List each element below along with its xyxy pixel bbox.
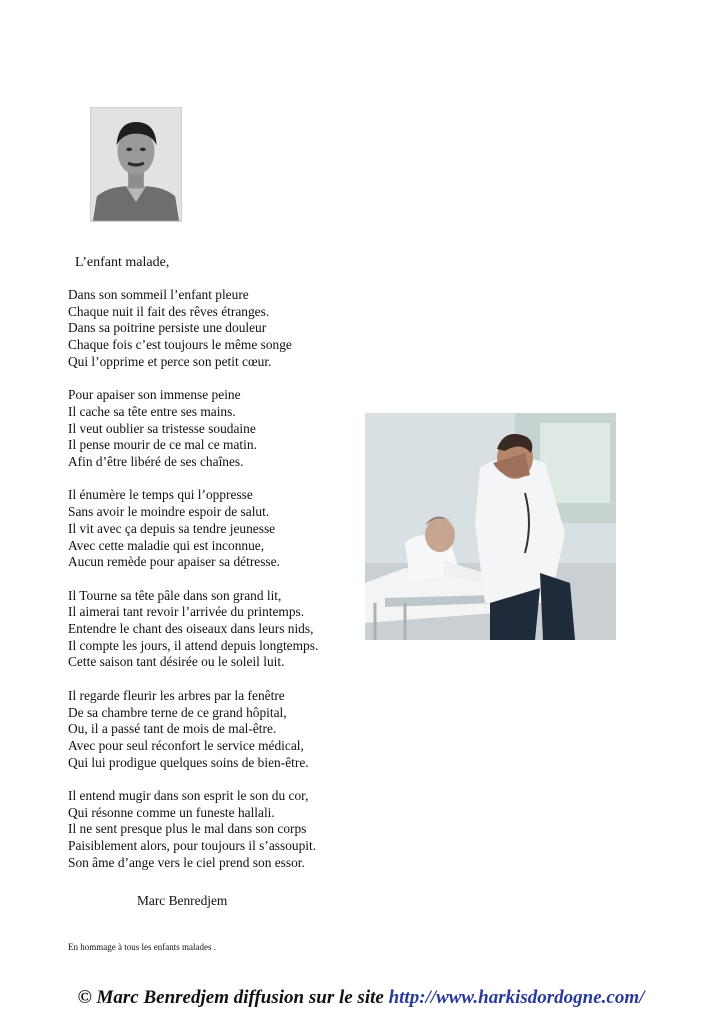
poem-line: Qui lui prodigue quelques soins de bien-être.: [68, 754, 309, 770]
poem-stanza: [68, 688, 368, 772]
poem-line: Avec cette maladie qui est inconnue,: [68, 537, 265, 553]
portrait-image: [91, 108, 181, 221]
poem-dedication: En hommage à tous les enfants malades .: [68, 942, 216, 952]
poem-line: Il Tourne sa tête pâle dans son grand lit,: [68, 587, 282, 603]
page-footer: [0, 986, 722, 1010]
poem-line: Pour apaiser son immense peine: [68, 387, 241, 403]
poem-line: Son âme d’ange vers le ciel prend son essor.: [68, 854, 305, 870]
poem-stanza: [68, 287, 368, 371]
poem-line: Chaque fois c’est toujours le même songe: [68, 337, 292, 353]
hospital-illustration-photo: [365, 413, 616, 640]
poem-line: Il aimerai tant revoir l’arrivée du printemps.: [68, 604, 305, 620]
footer-site-link[interactable]: http://www.harkisdordogne.com/: [388, 987, 645, 1008]
poem-line: Entendre le chant des oiseaux dans leurs nids,: [68, 621, 314, 637]
poem-line: Il énumère le temps qui l’oppresse: [68, 487, 253, 503]
poem-line: Paisiblement alors, pour toujours il s’assoupit.: [68, 838, 317, 854]
author-portrait-photo: [90, 107, 182, 222]
poem-line: Chaque nuit il fait des rêves étranges.: [68, 303, 270, 319]
poem-line: Qui résonne comme un funeste hallali.: [68, 804, 275, 820]
poem-line: Dans sa poitrine persiste une douleur: [68, 320, 267, 336]
poem-line: Aucun remède pour apaiser sa détresse.: [68, 554, 280, 570]
poem-line: De sa chambre terne de ce grand hôpital,: [68, 704, 287, 720]
poem-line: Il compte les jours, il attend depuis longtemps.: [68, 637, 319, 653]
hospital-scene-image: [365, 413, 616, 640]
poem-line: Dans son sommeil l’enfant pleure: [68, 287, 249, 302]
poem-line: Il veut oublier sa tristesse soudaine: [68, 420, 256, 436]
poem-line: Il ne sent presque plus le mal dans son corps: [68, 821, 307, 837]
poem-title: L’enfant malade,: [75, 255, 170, 270]
poem-line: Cette saison tant désirée ou le soleil luit.: [68, 654, 285, 670]
poem-line: Il entend mugir dans son esprit le son du cor,: [68, 788, 309, 804]
poem-line: Qui l’opprime et perce son petit cœur.: [68, 353, 272, 369]
poem-line: Il regarde fleurir les arbres par la fenêtre: [68, 687, 285, 703]
footer-credit: © Marc Benredjem diffusion sur le site: [77, 987, 384, 1008]
poem-line: Sans avoir le moindre espoir de salut.: [68, 504, 270, 520]
poem-stanza: [68, 487, 368, 571]
poem-stanza: [68, 387, 368, 471]
poem-body: [68, 287, 368, 888]
poem-stanza: [68, 588, 368, 672]
poem-line: Il vit avec ça depuis sa tendre jeunesse: [68, 520, 276, 536]
poem-line: Afin d’être libéré de ses chaînes.: [68, 454, 244, 470]
poem-line: Ou, il a passé tant de mois de mal-être.: [68, 721, 277, 737]
poem-signature: Marc Benredjem: [137, 893, 228, 908]
poem-line: Il cache sa tête entre ses mains.: [68, 403, 236, 419]
poem-line: Avec pour seul réconfort le service médical,: [68, 737, 304, 753]
poem-stanza: [68, 788, 368, 872]
poem-line: Il pense mourir de ce mal ce matin.: [68, 437, 257, 453]
